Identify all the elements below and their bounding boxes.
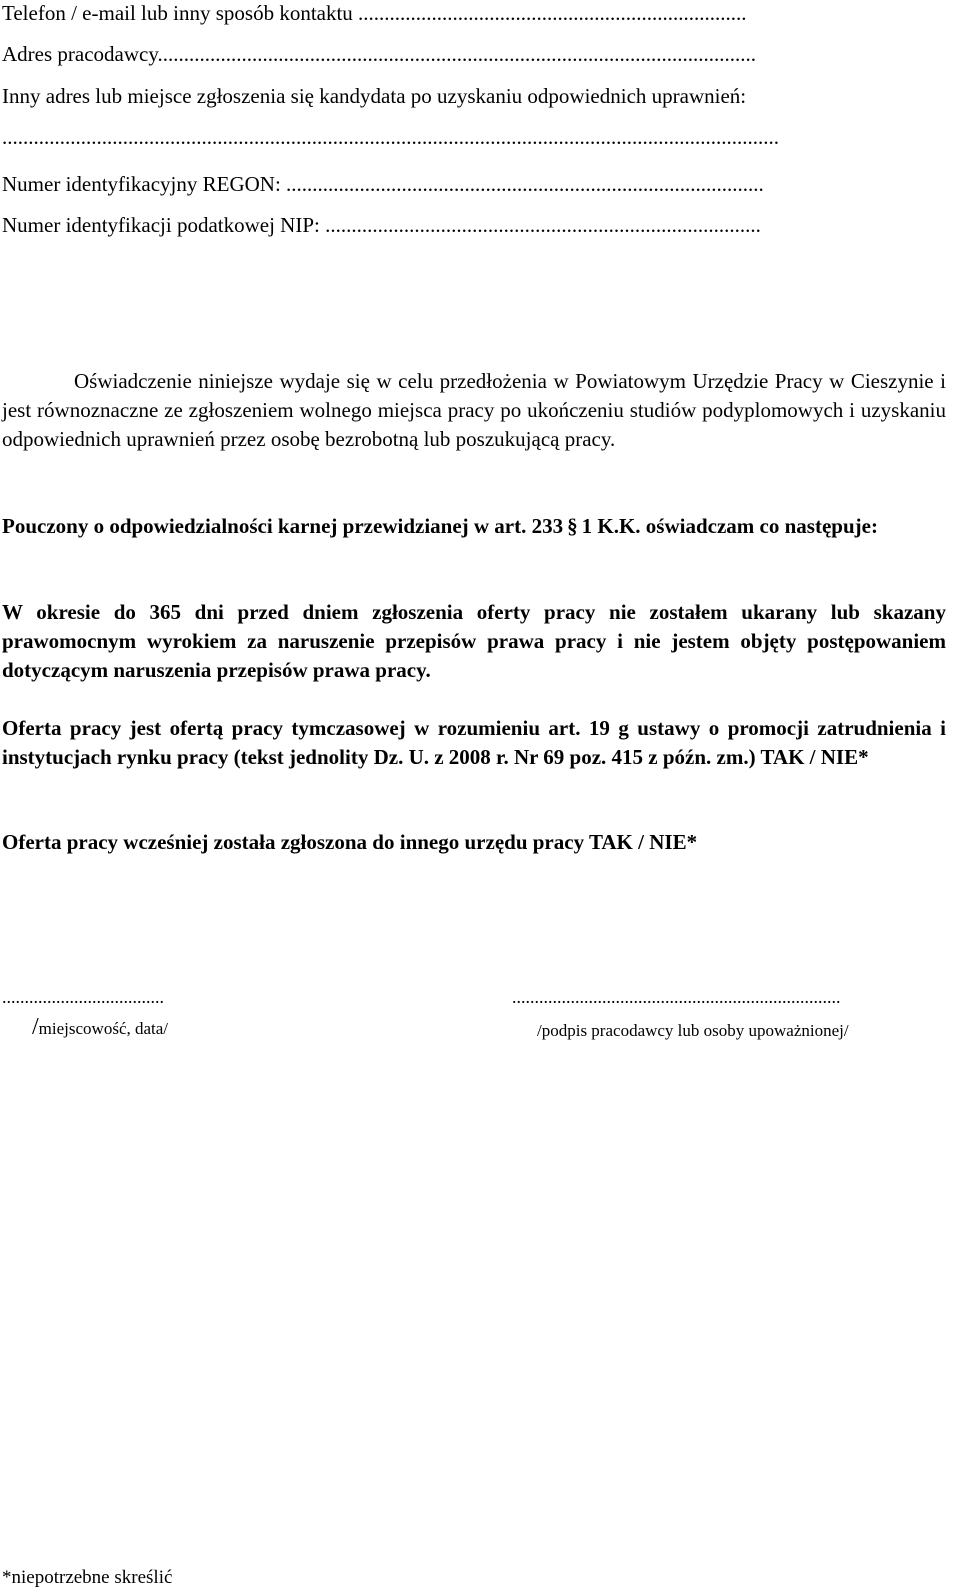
nip-field: Numer identyfikacji podatkowej NIP: ................................................................................... xyxy=(2,213,761,237)
statement-paragraph: Oświadczenie niniejsze wydaje się w celu przedłożenia w Powiatowym Urzędzie Pracy w Cieszynie i jest równoznaczne ze zgłoszeniem wolnego miejsca pracy po ukończeniu studiów podyplomowych i uzyskaniu odpowiednich uprawnień przez osobę bezrobotną lub poszukującą pracy. xyxy=(2,369,946,451)
place-date-text: miejscowość, data/ xyxy=(38,1019,169,1038)
employer-address-field: Adres pracodawcy.................................................................................................................. xyxy=(2,42,756,66)
place-date-label xyxy=(32,1016,168,1040)
temporary-offer-paragraph: Oferta pracy jest ofertą pracy tymczasowej w rozumieniu art. 19 g ustawy o promocji zatrudnienia i instytucjach rynku pracy (tekst jednolity Dz. U. z 2008 r. Nr 69 poz. 415 z późn. zm.) TAK / NIE* xyxy=(2,716,946,769)
footnote: *niepotrzebne skreślić xyxy=(2,1567,173,1588)
signature-label: /podpis pracodawcy lub osoby upoważnionej/ xyxy=(537,1021,849,1040)
penalty-statement-paragraph: W okresie do 365 dni przed dniem zgłoszenia oferty pracy nie zostałem ukarany lub skazany prawomocnym wyrokiem za naruszenie przepisów prawa pracy i nie jestem objęty postępowaniem dotyczącym naruszenia przepisów prawa pracy. xyxy=(2,600,946,682)
declaration-text-before: Pouczony o odpowiedzialności karnej przewidzianej w art. 233 xyxy=(2,514,564,538)
place-date-slash: / xyxy=(32,1014,39,1040)
declaration-text-after: 1 K.K. oświadczam co następuje: xyxy=(581,514,878,538)
declaration-paragraph xyxy=(2,512,946,541)
previous-offer-paragraph: Oferta pracy wcześniej została zgłoszona do innego urzędu pracy TAK / NIE* xyxy=(2,830,698,854)
contact-field: Telefon / e-mail lub inny sposób kontaktu .......................................................................... xyxy=(2,1,747,25)
section-symbol: § xyxy=(567,514,578,538)
place-date-line: .................................... xyxy=(2,987,164,1007)
regon-field: Numer identyfikacyjny REGON: ........................................................................................... xyxy=(2,172,764,196)
other-address-field: .................................................................................................................................................... xyxy=(2,125,779,149)
other-address-label: Inny adres lub miejsce zgłoszenia się kandydata po uzyskaniu odpowiednich uprawnień: xyxy=(2,84,747,108)
signature-line: ......................................................................... xyxy=(512,987,841,1007)
